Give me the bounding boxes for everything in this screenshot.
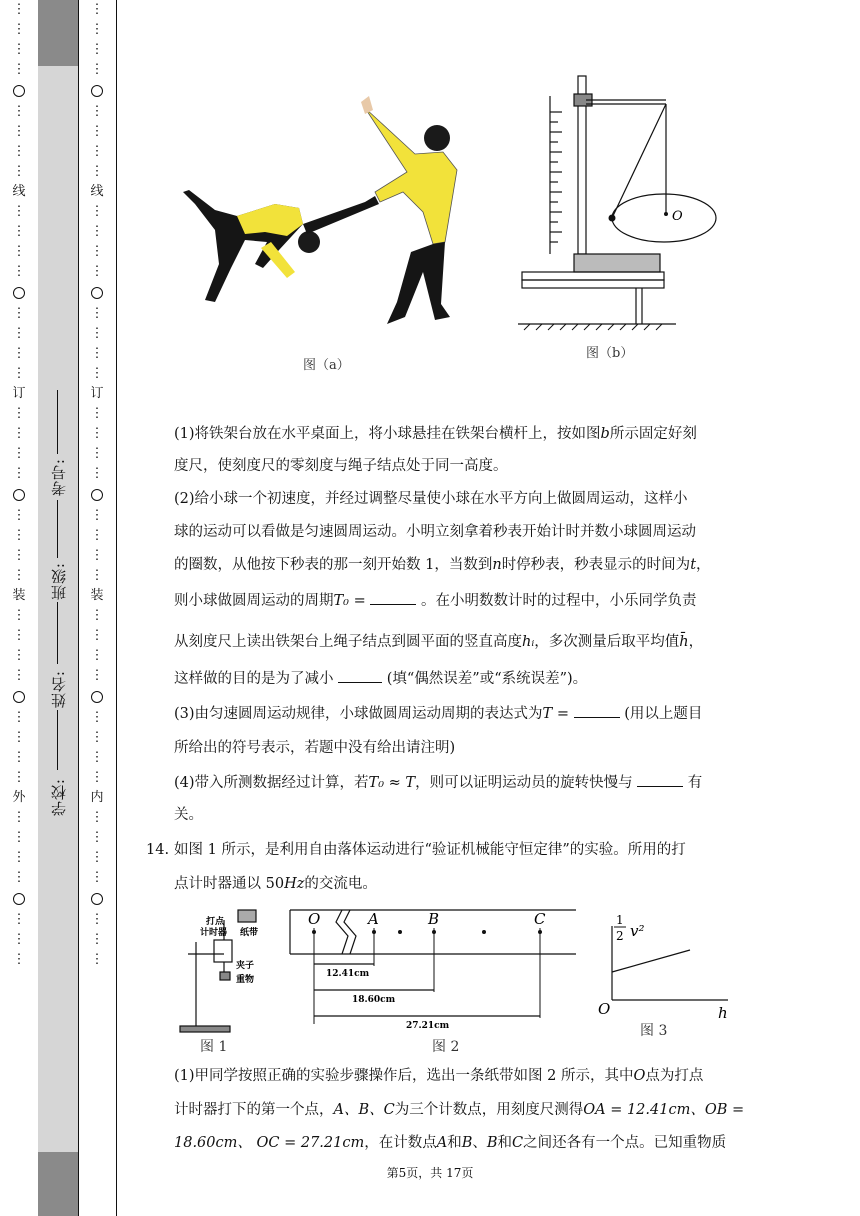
margin-zhuang-label: 装 (12, 588, 26, 603)
figure-b-center-label: O (672, 209, 683, 224)
fig1-label-tape: 纸带 (240, 928, 259, 938)
fig3-x-label: h (718, 1004, 728, 1022)
answer-blank-period[interactable] (370, 590, 416, 605)
q13-p1-line1: (1)将铁架台放在水平桌面上，将小球悬挂在铁架台横杆上，按如图b所示固定好刻 (174, 426, 697, 442)
q13-p2-line2: 球的运动可以看做是匀速圆周运动。小明立刻拿着秒表开始计时并数小球圆周运动 (174, 524, 696, 540)
id-field[interactable] (57, 390, 58, 454)
band-top-block (38, 0, 78, 66)
fig1-label-weight: 重物 (236, 975, 255, 985)
q14-s1-line3: 18.60cm、 OC = 27.21cm，在计数点A和B、B和C之间还各有一个点。已知重物质 (174, 1135, 727, 1151)
margin-ding-label: 订 (12, 386, 26, 401)
binding-hole-icon (13, 489, 25, 501)
school-field[interactable] (57, 710, 58, 770)
figure-1-apparatus-diagram (176, 902, 276, 1034)
class-label: 班级: (50, 562, 68, 601)
fig3-frac-num: 1 (616, 913, 624, 927)
figure-b-caption: 图（b） (586, 346, 634, 361)
q13-p3-line2: 所给出的符号表示，若题中没有给出请注明) (174, 740, 456, 756)
fig2-dim-OA: 12.41cm (326, 969, 370, 979)
q14-s1-line1: (1)甲同学按照正确的实验步骤操作后，选出一条纸带如图 2 所示，其中O点为打点 (174, 1068, 704, 1084)
fig3-origin-label: O (598, 1000, 611, 1018)
fig2-dim-OC: 27.21cm (406, 1021, 450, 1031)
q13-p2-line5: 从刻度尺上读出铁架台上绳子结点到圆平面的竖直高度hᵢ，多次测量后取平均值h̄， (174, 634, 704, 650)
margin-zhuang-label: 装 (90, 588, 104, 603)
class-field[interactable] (57, 500, 58, 558)
figure-3-graph (596, 912, 734, 1022)
q14-s1-line2: 计时器打下的第一个点，A、B、C为三个计数点，用刻度尺测得OA = 12.41cm、OB = (174, 1102, 745, 1118)
binding-hole-icon (13, 85, 25, 97)
student-info-fields (38, 380, 78, 820)
q13-p2-line1: (2)给小球一个初速度，并经过调整尽量使小球在水平方向上做圆周运动，这样小 (174, 491, 688, 507)
binding-hole-icon (91, 489, 103, 501)
binding-hole-icon (91, 287, 103, 299)
id-label: 考号: (50, 458, 68, 497)
school-label: 学校: (50, 778, 68, 817)
band-bottom-block (38, 1152, 78, 1216)
binding-hole-icon (13, 691, 25, 703)
figure-b-apparatus-diagram (518, 72, 683, 334)
fig1-label-timer: 计时器 (200, 928, 228, 938)
binding-hole-icon (91, 893, 103, 905)
fig1-label-dadian: 打点 (206, 917, 225, 927)
outer-dotted-column: ⋮ ⋮ ⋮ ⋮ ⋮ ⋮ ⋮ ⋮ 线 ⋮ ⋮ ⋮ ⋮ ⋮ ⋮ ⋮ ⋮ 订 ⋮ ⋮ ⋮ ⋮ ⋮ ⋮ ⋮ ⋮ 装 ⋮ ⋮ ⋮ ⋮ ⋮ ⋮ ⋮ ⋮ 外 ⋮ ⋮ ⋮ ⋮ ⋮ ⋮ ⋮ (0, 0, 38, 1216)
margin-inner-label: 内 (90, 790, 104, 805)
fig2-point-O: O (308, 910, 321, 928)
binding-margin-outer (0, 0, 39, 1216)
name-label: 姓名: (50, 670, 68, 709)
margin-outer-label: 外 (12, 790, 26, 805)
figure-a-caption: 图（a） (303, 358, 350, 373)
q14-number: 14. (146, 842, 170, 858)
binding-margin-inner (78, 0, 117, 1216)
binding-hole-icon (91, 85, 103, 97)
figure-3-caption: 图 3 (640, 1023, 668, 1039)
q13-p4-line2: 关。 (174, 807, 203, 823)
figure-2-paper-tape-diagram (290, 906, 580, 1030)
q13-p2-line6: 这样做的目的是为了减小 (填“偶然误差”或“系统误差”)。 (174, 668, 587, 689)
figure-2-caption: 图 2 (432, 1039, 460, 1055)
answer-blank-error-type[interactable] (338, 668, 382, 683)
binding-hole-icon (91, 691, 103, 703)
margin-xian-label: 线 (12, 184, 26, 199)
q14-line2: 点计时器通以 50Hz的交流电。 (174, 876, 377, 892)
q13-p3-line1: (3)由匀速圆周运动规律，小球做圆周运动周期的表达式为T = (用以上题目 (174, 703, 702, 724)
fig2-point-C: C (534, 910, 546, 928)
answer-blank-related-factor[interactable] (637, 772, 683, 787)
inner-dotted-column: ⋮ ⋮ ⋮ ⋮ ⋮ ⋮ ⋮ ⋮ 线 ⋮ ⋮ ⋮ ⋮ ⋮ ⋮ ⋮ ⋮ 订 ⋮ ⋮ ⋮ ⋮ ⋮ ⋮ ⋮ ⋮ 装 ⋮ ⋮ ⋮ ⋮ ⋮ ⋮ ⋮ ⋮ 内 ⋮ ⋮ ⋮ ⋮ ⋮ ⋮ ⋮ (78, 0, 116, 1216)
margin-xian-label: 线 (90, 184, 104, 199)
figure-1-caption: 图 1 (200, 1039, 228, 1055)
q14-line1: 如图 1 所示，是利用自由落体运动进行“验证机械能守恒定律”的实验。所用的打 (174, 842, 686, 858)
fig3-y-label: v² (630, 922, 645, 940)
fig2-dim-OB: 18.60cm (352, 995, 396, 1005)
fig1-label-clip: 夹子 (236, 961, 255, 971)
q13-p4-line1: (4)带入所测数据经过计算，若T₀ ≈ T，则可以证明运动员的旋转快慢与 有 (174, 772, 702, 793)
binding-hole-icon (13, 893, 25, 905)
margin-ding-label: 订 (90, 386, 104, 401)
answer-blank-period-expression[interactable] (574, 703, 620, 718)
q13-p1-line2: 度尺，使刻度尺的零刻度与绳子结点处于同一高度。 (174, 458, 508, 474)
fig3-frac-den: 2 (616, 929, 624, 943)
fig2-point-A: A (368, 910, 379, 928)
name-field[interactable] (57, 602, 58, 664)
q13-p2-line3: 的圈数，从他按下秒表的那一刻开始数 1，当数到n时停秒表，秒表显示的时间为t， (174, 557, 711, 573)
binding-hole-icon (13, 287, 25, 299)
q13-p2-line4: 则小球做圆周运动的周期T₀ = 。在小明数数计时的过程中，小乐同学负责 (174, 590, 696, 611)
figure-a-skaters-image (175, 92, 465, 342)
page-footer: 第5页，共 17页 (386, 1166, 474, 1180)
fig2-point-B: B (428, 910, 440, 928)
